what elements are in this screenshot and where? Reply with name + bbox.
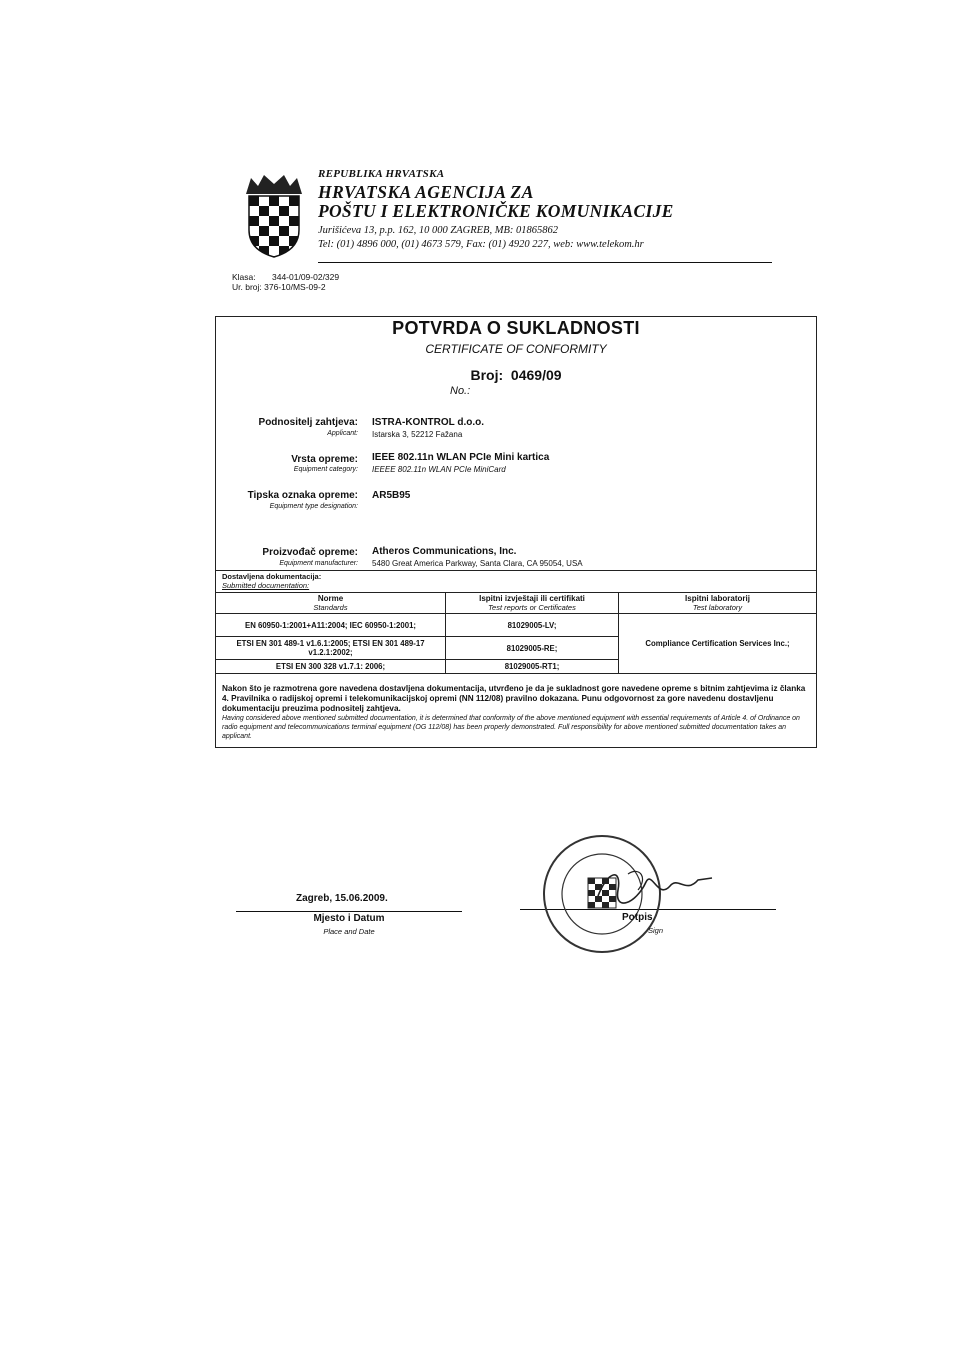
col-standards: Norme Standards — [216, 593, 446, 614]
applicant-name: ISTRA-KONTROL d.o.o. — [372, 417, 485, 428]
row3-standard: ETSI EN 300 328 v1.7.1: 2006; — [216, 660, 446, 674]
letterhead-contact: Tel: (01) 4896 000, (01) 4673 579, Fax: (01) 4920 227, web: www.telekom.hr — [318, 239, 644, 250]
place-date-line — [236, 911, 462, 912]
row3-report: 81029005-RT1; — [446, 660, 619, 674]
row1-report: 81029005-LV; — [446, 614, 619, 637]
croatian-coat-of-arms-icon — [243, 172, 305, 258]
table-row — [216, 614, 817, 637]
letterhead-agency-line2: POŠTU I ELEKTRONIČKE KOMUNIKACIJE — [318, 201, 674, 221]
letterhead-republic: REPUBLIKA HRVATSKA — [318, 168, 445, 180]
type-sub: Equipment type designation: — [269, 503, 358, 510]
conclusion-en: Having considered above mentioned submitted documentation, it is determined that conformity of the above mentioned equipment with essential requirements of Article 4. of Ordinance on radio equipment and telecommunications terminal equipment (OG 112/08) has been properly demonstrated. Full responsibility for above mentioned submitted documentation takes an applicant. — [222, 715, 800, 740]
category-label: Vrsta opreme: — [291, 454, 358, 465]
klasa-value: 344-01/09-02/329 — [272, 272, 340, 282]
row1-standard: EN 60950-1:2001+A11:2004; IEC 60950-1:2001; — [216, 614, 446, 637]
row2-standard: ETSI EN 301 489-1 v1.6.1:2005; ETSI EN 301 489-17 v1.2.1:2002; — [216, 637, 446, 660]
place-date-sub: Place and Date — [323, 927, 375, 936]
manufacturer-address: 5480 Great America Parkway, Santa Clara, CA 95054, USA — [372, 559, 583, 568]
type-label: Tipska oznaka opreme: — [247, 490, 358, 501]
type-value: AR5B95 — [372, 490, 411, 501]
submitted-documentation — [222, 572, 321, 590]
place-date-value: Zagreb, 15.06.2009. — [296, 893, 388, 904]
submitted-sub: Submitted documentation: — [222, 581, 310, 590]
signature-label: Potpis — [622, 912, 653, 923]
applicant-sub: Applicant: — [327, 430, 358, 437]
signature-sub: Sign — [648, 926, 664, 935]
table-header-row — [216, 593, 817, 614]
number-sub: No.: — [450, 385, 471, 397]
col-laboratory: Ispitni laboratorij Test laboratory — [619, 593, 817, 614]
conclusion — [222, 684, 814, 741]
manufacturer-sub: Equipment manufacturer: — [279, 560, 358, 567]
conclusion-hr: Nakon što je razmotrena gore navedena dostavljena dokumentacija, utvrđeno je da je sukladnost gore navedene opreme s bitnim zahtjevima iz članka 4. Pravilnika o radijskoj opremi i telekomunikacijskoj opremi (NN 112/08) pravilno dokazana. Punu odgovornost za gore navedenu dostavljenu dokumentaciju preuzima podnositelj zahtjeva. — [222, 684, 806, 713]
number-label: Broj: — [470, 367, 504, 383]
submitted-label: Dostavljena dokumentacija: — [222, 572, 322, 581]
applicant-address: Istarska 3, 52212 Fažana — [372, 430, 463, 439]
category-hr: IEEE 802.11n WLAN PCIe Mini kartica — [372, 452, 550, 463]
laboratory-name: Compliance Certification Services Inc.; — [619, 614, 817, 674]
category-sub: Equipment category: — [293, 466, 358, 473]
certificate-title: POTVRDA O SUKLADNOSTI — [392, 318, 640, 338]
col-reports: Ispitni izvještaji ili certifikati Test reports or Certificates — [446, 593, 619, 614]
handwritten-signature-icon — [588, 860, 718, 910]
letterhead-divider — [318, 262, 772, 263]
category-en: IEEEE 802.11n WLAN PCIe MiniCard — [372, 465, 506, 474]
letterhead-address: Jurišićeva 13, p.p. 162, 10 000 ZAGREB, MB: 01865862 — [318, 225, 559, 236]
urbroj: Ur. broj: 376-10/MS-09-2 — [232, 282, 326, 292]
number-value: 0469/09 — [510, 367, 562, 383]
certificate-subtitle: CERTIFICATE OF CONFORMITY — [425, 342, 607, 356]
letterhead-agency-line1: HRVATSKA AGENCIJA ZA — [318, 182, 534, 202]
place-date-label: Mjesto i Datum — [313, 913, 385, 924]
manufacturer-name: Atheros Communications, Inc. — [372, 546, 517, 557]
applicant-label: Podnositelj zahtjeva: — [258, 417, 358, 428]
row2-report: 81029005-RE; — [446, 637, 619, 660]
section-divider — [215, 570, 817, 571]
manufacturer-label: Proizvođač opreme: — [262, 547, 358, 558]
klasa-label: Klasa: — [232, 272, 256, 282]
documentation-table — [215, 592, 817, 674]
certificate-number — [215, 367, 817, 383]
reference-block — [232, 272, 339, 292]
